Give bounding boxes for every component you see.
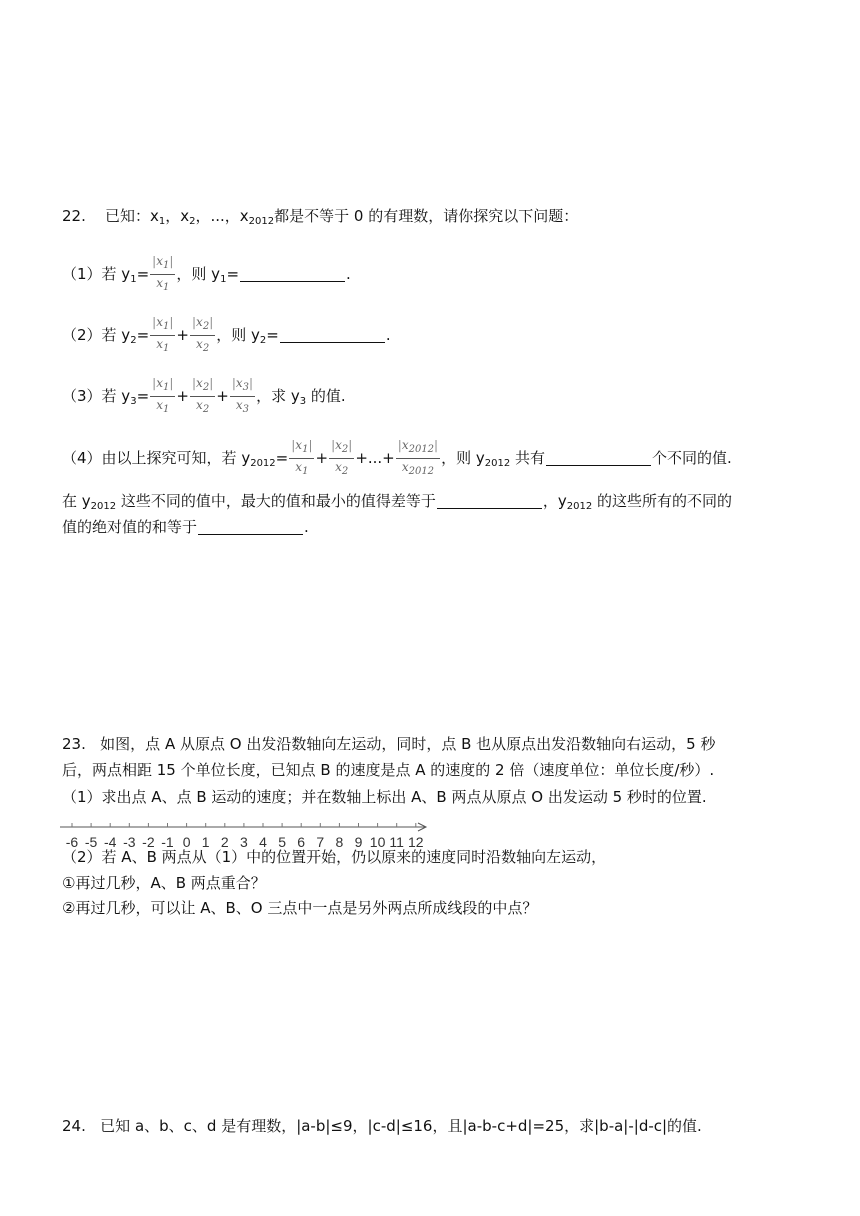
- q22-part5: 在 $y_{2012}$ 这些不同的值中，最大的值和最小的值得差等于 ，$y_{2012}$ 的这些所有的不同的: [62, 492, 733, 512]
- answer-blank[interactable]: [280, 341, 385, 343]
- number-line-label: 10: [369, 834, 386, 850]
- q22-part2: （2）若 $y_2=$ | $\frac{x_1 |}{x_1}$ + | $\frac{x_2 |}{x_2}$ ，则 $y_2=$ .: [62, 314, 391, 357]
- q22-part6: 值的绝对值的和等于 .: [62, 518, 309, 536]
- q24-line: 24. 已知 a、b、c、d 是有理数，|a-b|≤9，|c-d|≤16，且|a-b-c+d|=25，求|b-a|-|d-c|的值.: [62, 1117, 702, 1135]
- answer-blank[interactable]: [437, 507, 542, 509]
- q22-number: 22.: [62, 207, 86, 225]
- number-line-label: 7: [316, 834, 325, 850]
- number-line-label: 12: [408, 834, 424, 850]
- number-line-label: -5: [84, 834, 98, 850]
- number-line-label: -6: [65, 834, 79, 850]
- q23-line5: ①再过几秒，A、B 两点重合？: [62, 874, 266, 892]
- number-line-label: -2: [142, 834, 155, 850]
- number-line-label: -1: [161, 834, 174, 850]
- fraction-abs-x1-over-x1: | $\frac{x_1 |}{x_1}$: [150, 253, 175, 296]
- q22-part1: （1）若 $y_1=$ | $\frac{x_1 |}{x_1}$ ，则 $y_1=$ .: [62, 253, 351, 296]
- answer-blank[interactable]: [198, 533, 303, 535]
- q23-line4: （2）若 A、B 两点从（1）中的位置开始，仍以原来的速度同时沿数轴向左运动，: [62, 848, 607, 866]
- fraction-abs-x2-over-x2: | $\frac{x_2 |}{x_2}$: [190, 314, 215, 357]
- number-line-label: 3: [240, 834, 248, 850]
- number-line-label: 8: [335, 834, 344, 850]
- q22-part3: （3）若 $y_3=$ | $\frac{x_1 |}{x_1}$ + | $\frac{x_2 |}{x_2}$ + | $\frac{x_3 |}{x_3}$ ，求 $y_3$ 的值.: [62, 375, 346, 418]
- number-line-label: 5: [278, 834, 286, 850]
- number-line-label: 0: [182, 834, 191, 850]
- number-line-label: 4: [259, 834, 267, 850]
- number-line-label: 2: [220, 834, 229, 850]
- number-line-label: 6: [297, 834, 306, 850]
- answer-blank[interactable]: [240, 280, 345, 282]
- number-line-label: 11: [389, 834, 404, 850]
- q23-line2: 后，两点相距 15 个单位长度，已知点 B 的速度是点 A 的速度的 2 倍（速度单位：单位长度/秒）.: [62, 761, 715, 779]
- fraction-abs-x2-over-x2: | $\frac{x_2 |}{x_2}$: [190, 375, 215, 418]
- number-line-label: 1: [201, 834, 210, 850]
- number-line-label: -4: [103, 834, 117, 850]
- fraction-abs-x2-over-x2: | $\frac{x_2 |}{x_2}$: [329, 437, 354, 480]
- fraction-abs-x2012-over-x2012: | $\frac{x_{2012} |}{x_{2012}}$: [396, 437, 440, 480]
- fraction-abs-x3-over-x3: | $\frac{x_3 |}{x_3}$: [230, 375, 255, 418]
- number-line-label: -3: [123, 834, 136, 850]
- fraction-abs-x1-over-x1: | $\frac{x_1 |}{x_1}$: [289, 437, 314, 480]
- q23-line6: ②再过几秒，可以让 A、B、O 三点中一点是另外两点所成线段的中点？: [62, 899, 538, 917]
- number-line-label: 9: [354, 834, 363, 850]
- q23-line3: （1）求出点 A、点 B 运动的速度；并在数轴上标出 A、B 两点从原点 O 出发运动 5 秒时的位置.: [62, 788, 707, 806]
- q22-intro: 22. 已知：$x_1$，$x_2$，...，$x_{2012}$都是不等于 0 的有理数，请你探究以下问题：: [62, 207, 579, 227]
- q22-part4: （4）由以上探究可知，若 $y_{2012}=$ | $\frac{x_1 |}{x_1}$ + | $\frac{x_2 |}{x_2}$ +...+ | $\frac{x_{2012} |}{x_{2012}}$ ，则 $y_{2012}$ 共有 个不同的值.: [62, 437, 732, 480]
- fraction-abs-x1-over-x1: | $\frac{x_1 |}{x_1}$: [150, 375, 175, 418]
- fraction-abs-x1-over-x1: | $\frac{x_1 |}{x_1}$: [150, 314, 175, 357]
- q24-number: 24.: [62, 1117, 86, 1135]
- q23-number: 23.: [62, 735, 86, 753]
- answer-blank[interactable]: [546, 464, 651, 466]
- q23-line1: 23. 如图，点 A 从原点 O 出发沿数轴向左运动，同时，点 B 也从原点出发沿数轴向右运动，5 秒: [62, 735, 716, 753]
